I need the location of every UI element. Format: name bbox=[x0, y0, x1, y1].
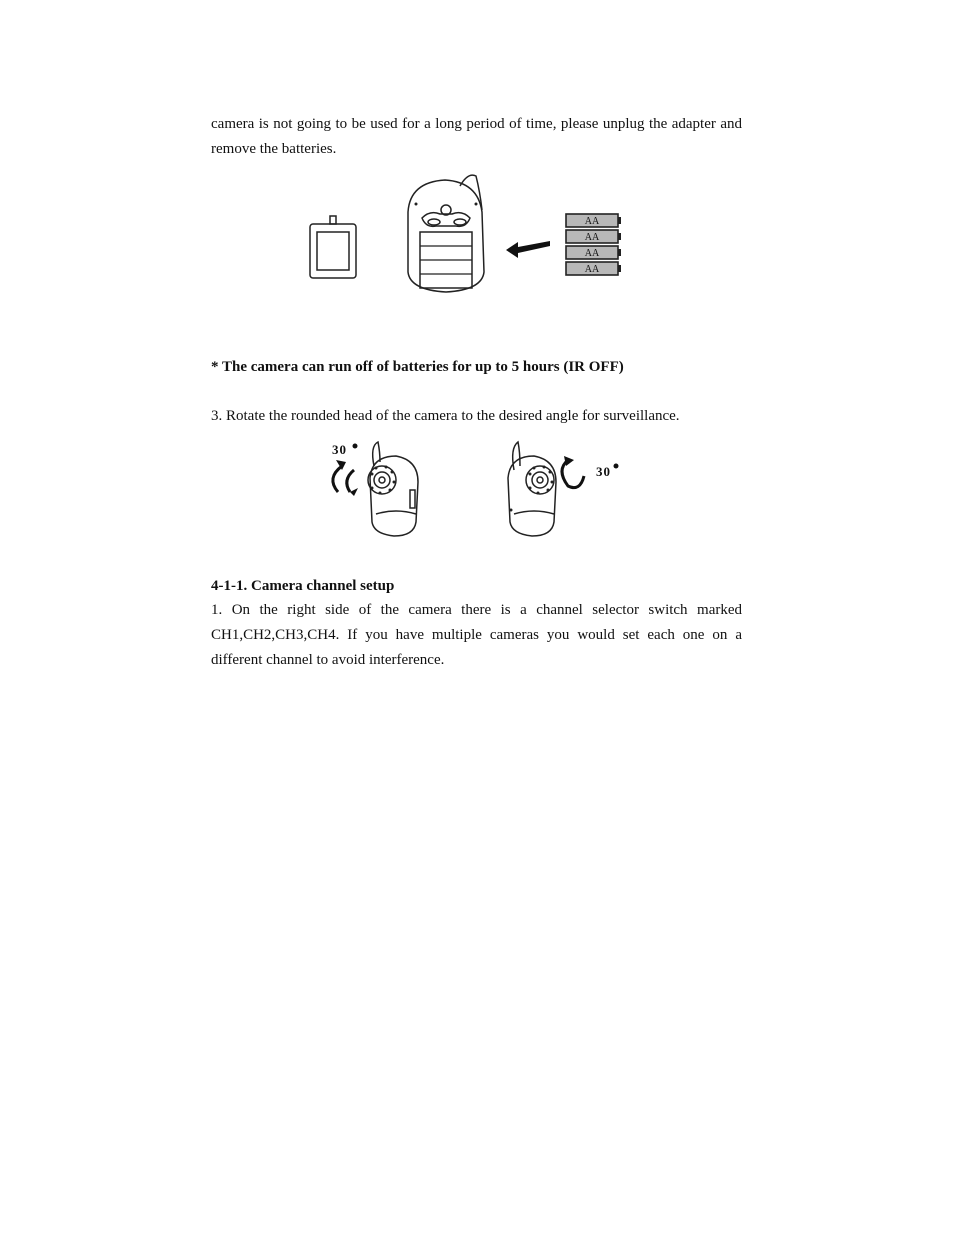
section-heading: 4-1-1. Camera channel setup bbox=[211, 578, 395, 594]
battery-label: AA bbox=[584, 248, 600, 259]
rotation-figure bbox=[320, 438, 630, 543]
batteries-icon bbox=[566, 214, 621, 275]
svg-text:30: 30 bbox=[332, 442, 347, 457]
power-adapter-icon bbox=[310, 216, 356, 278]
step1-paragraph: 1. On the right side of the camera there is a channel selector switch marked CH1,CH2,CH3,CH4. If you have multiple cameras you would set each one on a different channel to avoid interference. bbox=[211, 602, 742, 668]
intro-paragraph: camera is not going to be used for a long period of time, please unplug the adapter and remove the batteries. bbox=[211, 116, 742, 157]
camera-tilt-down-icon bbox=[508, 442, 619, 536]
battery-label: AA bbox=[584, 216, 600, 227]
camera-back-icon bbox=[408, 175, 484, 292]
camera-tilt-up-icon bbox=[332, 442, 418, 536]
battery-figure bbox=[300, 172, 630, 297]
insert-arrow-icon bbox=[506, 241, 550, 258]
battery-label: AA bbox=[584, 232, 600, 243]
step3-paragraph: 3. Rotate the rounded head of the camera to the desired angle for surveillance. bbox=[211, 408, 680, 424]
svg-text:30: 30 bbox=[596, 464, 611, 479]
battery-note: * The camera can run off of batteries for up to 5 hours (IR OFF) bbox=[211, 359, 624, 375]
battery-label: AA bbox=[584, 264, 600, 275]
